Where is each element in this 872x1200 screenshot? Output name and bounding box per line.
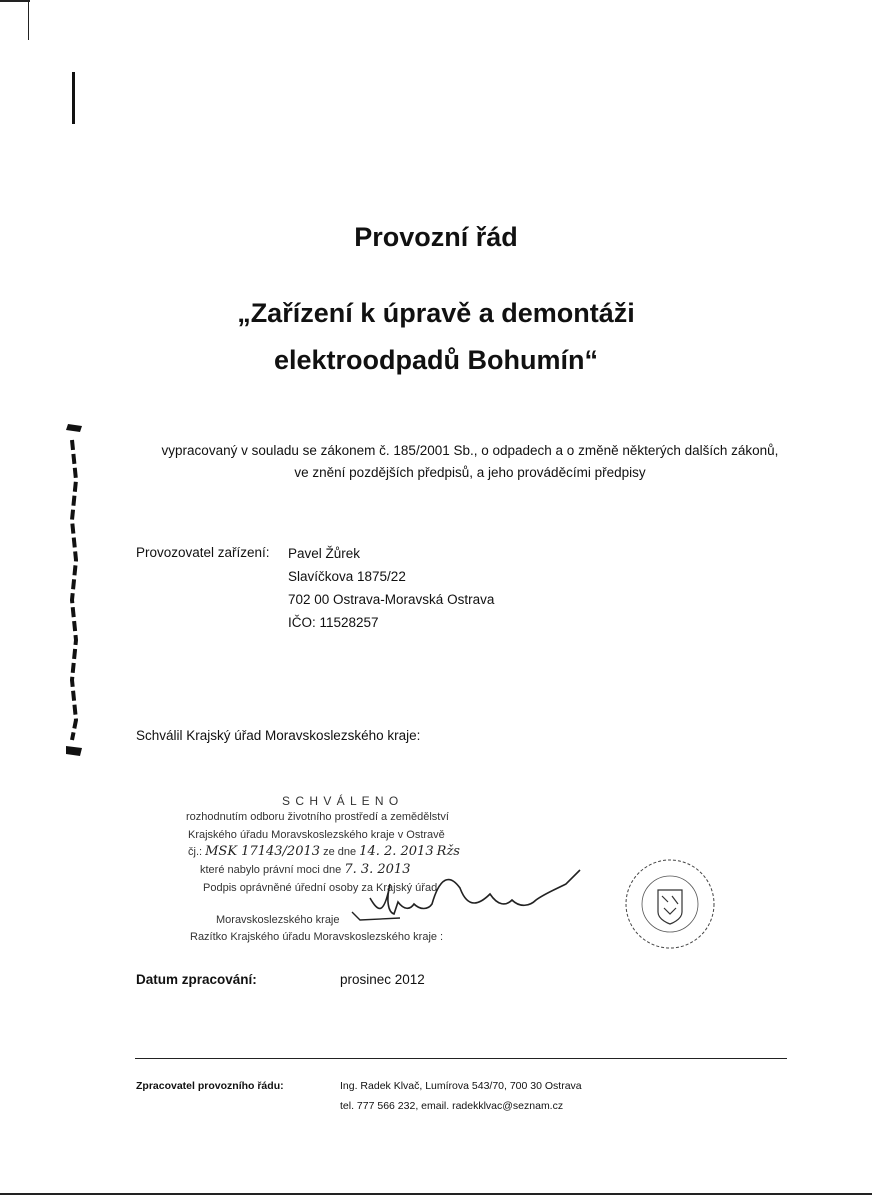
footer-line1: Ing. Radek Klvač, Lumírova 543/70, 700 30 Ostrava xyxy=(340,1080,582,1092)
footer-label: Zpracovatel provozního řádu: xyxy=(136,1080,284,1092)
scan-corner-mark xyxy=(0,0,30,8)
stamp-line3 xyxy=(188,843,460,861)
stamp-line4-value: 7. 3. 2013 xyxy=(344,862,411,877)
stamp-cj-value: MSK 17143/2013 xyxy=(205,844,321,859)
stamp-line4-prefix: které nabylo právní moci dne xyxy=(200,864,342,876)
footer-contact xyxy=(340,1076,582,1116)
document-subtitle-line1: „Zařízení k úpravě a demontáži xyxy=(237,298,635,328)
stamp-line2: Krajského úřadu Moravskoslezského kraje v Ostravě xyxy=(188,829,445,841)
scan-corner-vertical xyxy=(28,0,29,40)
preamble xyxy=(100,440,840,484)
page-bottom-line xyxy=(0,1193,872,1195)
operator-city: 702 00 Ostrava-Moravská Ostrava xyxy=(288,592,495,607)
stamp-date-prefix: ze dne xyxy=(323,846,357,858)
approval-heading: Schválil Krajský úřad Moravskoslezského kraje: xyxy=(136,728,421,743)
binder-hole-marks xyxy=(60,420,90,760)
seal-icon xyxy=(622,856,718,952)
signature xyxy=(340,866,590,926)
stamp-date-value: 14. 2. 2013 xyxy=(359,844,434,859)
stamp-title: S C H V Á L E N O xyxy=(282,794,400,808)
preamble-line2: ve znění pozdějších předpisů, a jeho prováděcími předpisy xyxy=(294,465,646,480)
stamp-line1: rozhodnutím odboru životního prostředí a zemědělství xyxy=(186,811,449,823)
official-seal xyxy=(622,856,718,952)
stamp-initials: Ržs xyxy=(436,844,460,859)
document-subtitle-line2: elektroodpadů Bohumín“ xyxy=(274,345,598,375)
operator-name: Pavel Žůrek xyxy=(288,546,361,561)
document-title: Provozní řád xyxy=(354,222,518,252)
stamp-line5: Podpis oprávněné úřední osoby za Krajský úřad xyxy=(203,882,438,894)
date-value: prosinec 2012 xyxy=(340,972,425,987)
operator-ico: IČO: 11528257 xyxy=(288,615,379,630)
operator-details xyxy=(288,542,494,634)
stamp-line6: Moravskoslezského kraje xyxy=(216,914,340,926)
date-label: Datum zpracování: xyxy=(136,972,257,987)
footer-divider xyxy=(135,1058,787,1059)
stamp-cj-prefix: čj.: xyxy=(188,846,203,858)
operator-label: Provozovatel zařízení: xyxy=(136,545,270,560)
footer-line2: tel. 777 566 232, email. radekklvac@seznam.cz xyxy=(340,1100,564,1112)
preamble-line1: vypracovaný v souladu se zákonem č. 185/2001 Sb., o odpadech a o změně některých dalších zákonů, xyxy=(161,443,779,458)
operator-street: Slavíčkova 1875/22 xyxy=(288,569,406,584)
scan-margin-line xyxy=(72,72,75,124)
stamp-line7: Razítko Krajského úřadu Moravskoslezského kraje : xyxy=(190,931,444,943)
